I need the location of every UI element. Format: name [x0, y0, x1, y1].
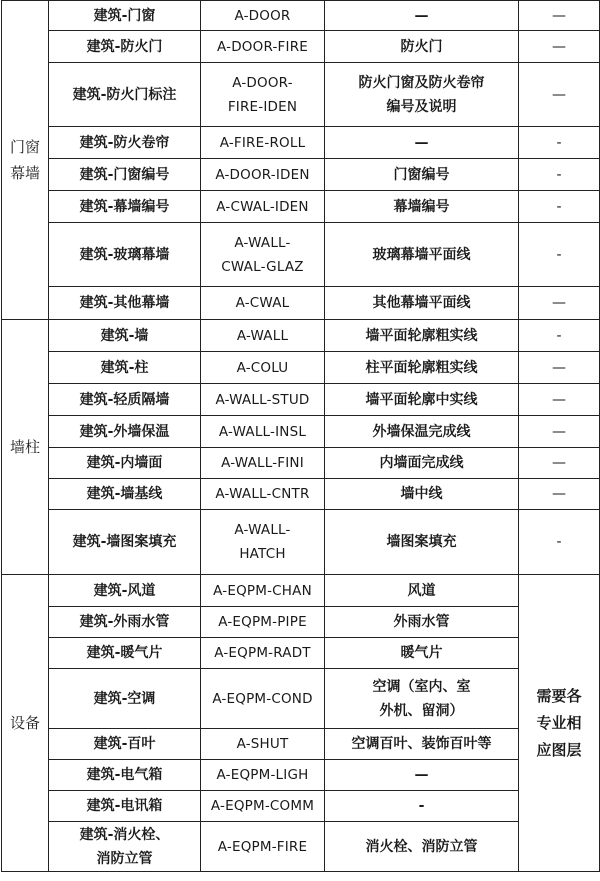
layer-code: A-WALL-STUD — [201, 384, 325, 416]
layer-note: - — [519, 320, 600, 352]
layer-description: 暖气片 — [325, 638, 519, 669]
table-row — [2, 127, 600, 159]
layer-name: 建筑-消火栓、 消防立管 — [49, 822, 201, 872]
layer-code: A-COLU — [201, 352, 325, 384]
layer-description: 门窗编号 — [325, 159, 519, 191]
layer-note: — — [519, 352, 600, 384]
table-row — [2, 191, 600, 223]
layer-code: A-WALL-FINI — [201, 448, 325, 479]
layer-note: - — [519, 159, 600, 191]
layer-name: 建筑-电气箱 — [49, 760, 201, 791]
group-label-wall-column: 墙柱 — [2, 320, 49, 575]
layer-note: — — [519, 63, 600, 127]
layer-code: A-DOOR — [201, 1, 325, 31]
layer-description: — — [325, 1, 519, 31]
table-row — [2, 320, 600, 352]
layer-code: A-SHUT — [201, 729, 325, 760]
layer-name: 建筑-墙图案填充 — [49, 510, 201, 575]
layer-name: 建筑-玻璃幕墙 — [49, 223, 201, 287]
table-row — [2, 159, 600, 191]
table-row — [2, 575, 600, 607]
layer-description: 墙平面轮廓粗实线 — [325, 320, 519, 352]
layer-description: 空调百叶、装饰百叶等 — [325, 729, 519, 760]
table-row — [2, 31, 600, 63]
table-row — [2, 760, 600, 791]
layer-description: 幕墙编号 — [325, 191, 519, 223]
layer-code: A-DOOR-FIRE — [201, 31, 325, 63]
layer-name: 建筑-墙基线 — [49, 479, 201, 510]
table-row — [2, 638, 600, 669]
layer-description: 风道 — [325, 575, 519, 607]
group-label-door-curtainwall: 门窗 幕墙 — [2, 1, 49, 320]
layer-code: A-EQPM-RADT — [201, 638, 325, 669]
table-row — [2, 287, 600, 320]
layer-name: 建筑-墙 — [49, 320, 201, 352]
layer-code: A-CWAL — [201, 287, 325, 320]
layer-note: - — [519, 510, 600, 575]
table-row — [2, 791, 600, 822]
layer-code: A-WALL-INSL — [201, 416, 325, 448]
layer-description: 柱平面轮廓粗实线 — [325, 352, 519, 384]
layer-code: A-DOOR- FIRE-IDEN — [201, 63, 325, 127]
layer-description: 空调（室内、室 外机、留洞） — [325, 669, 519, 729]
layer-code: A-WALL- CWAL-GLAZ — [201, 223, 325, 287]
layer-name: 建筑-防火门 — [49, 31, 201, 63]
table-row — [2, 729, 600, 760]
layer-note: — — [519, 448, 600, 479]
table-row — [2, 448, 600, 479]
layer-description: — — [325, 127, 519, 159]
layer-note: — — [519, 479, 600, 510]
layer-note: — — [519, 287, 600, 320]
layer-name: 建筑-暖气片 — [49, 638, 201, 669]
layer-description: 其他幕墙平面线 — [325, 287, 519, 320]
layer-note: — — [519, 31, 600, 63]
table-row — [2, 669, 600, 729]
table-row — [2, 607, 600, 638]
layer-note: - — [519, 127, 600, 159]
layer-note: — — [519, 1, 600, 31]
layer-name: 建筑-柱 — [49, 352, 201, 384]
layer-code: A-EQPM-COMM — [201, 791, 325, 822]
layer-code: A-WALL-CNTR — [201, 479, 325, 510]
layer-name: 建筑-幕墙编号 — [49, 191, 201, 223]
layer-code: A-EQPM-LIGH — [201, 760, 325, 791]
layer-note: - — [519, 191, 600, 223]
layer-name: 建筑-空调 — [49, 669, 201, 729]
layer-name: 建筑-门窗编号 — [49, 159, 201, 191]
table-row — [2, 223, 600, 287]
layer-description: 玻璃幕墙平面线 — [325, 223, 519, 287]
merged-note: 需要各 专业相 应图层 — [519, 575, 600, 872]
layer-code: A-EQPM-COND — [201, 669, 325, 729]
layer-name: 建筑-风道 — [49, 575, 201, 607]
layer-code: A-CWAL-IDEN — [201, 191, 325, 223]
layer-code: A-DOOR-IDEN — [201, 159, 325, 191]
table-row — [2, 384, 600, 416]
layer-description: 外雨水管 — [325, 607, 519, 638]
table-row — [2, 416, 600, 448]
layer-description: 消火栓、消防立管 — [325, 822, 519, 872]
table-row — [2, 63, 600, 127]
group-label-equipment: 设备 — [2, 575, 49, 872]
table-row — [2, 479, 600, 510]
layer-name: 建筑-轻质隔墙 — [49, 384, 201, 416]
layer-name: 建筑-内墙面 — [49, 448, 201, 479]
layer-code: A-WALL — [201, 320, 325, 352]
layer-description: - — [325, 791, 519, 822]
layer-name: 建筑-防火卷帘 — [49, 127, 201, 159]
layer-code: A-EQPM-FIRE — [201, 822, 325, 872]
layer-description: 防火门窗及防火卷帘 编号及说明 — [325, 63, 519, 127]
layer-table — [1, 0, 600, 872]
layer-description: 墙平面轮廓中实线 — [325, 384, 519, 416]
layer-table-body — [2, 1, 600, 872]
layer-name: 建筑-百叶 — [49, 729, 201, 760]
layer-name: 建筑-外雨水管 — [49, 607, 201, 638]
layer-note: — — [519, 384, 600, 416]
layer-description: 墙图案填充 — [325, 510, 519, 575]
layer-note: - — [519, 223, 600, 287]
layer-name: 建筑-门窗 — [49, 1, 201, 31]
layer-name: 建筑-电讯箱 — [49, 791, 201, 822]
layer-description: 外墙保温完成线 — [325, 416, 519, 448]
table-row — [2, 352, 600, 384]
layer-name: 建筑-防火门标注 — [49, 63, 201, 127]
layer-code: A-WALL- HATCH — [201, 510, 325, 575]
layer-description: 内墙面完成线 — [325, 448, 519, 479]
layer-description: — — [325, 760, 519, 791]
layer-code: A-EQPM-PIPE — [201, 607, 325, 638]
table-row — [2, 822, 600, 872]
layer-description: 防火门 — [325, 31, 519, 63]
layer-name: 建筑-其他幕墙 — [49, 287, 201, 320]
table-row — [2, 1, 600, 31]
layer-note: — — [519, 416, 600, 448]
layer-code: A-FIRE-ROLL — [201, 127, 325, 159]
layer-code: A-EQPM-CHAN — [201, 575, 325, 607]
layer-description: 墙中线 — [325, 479, 519, 510]
layer-name: 建筑-外墙保温 — [49, 416, 201, 448]
table-row — [2, 510, 600, 575]
